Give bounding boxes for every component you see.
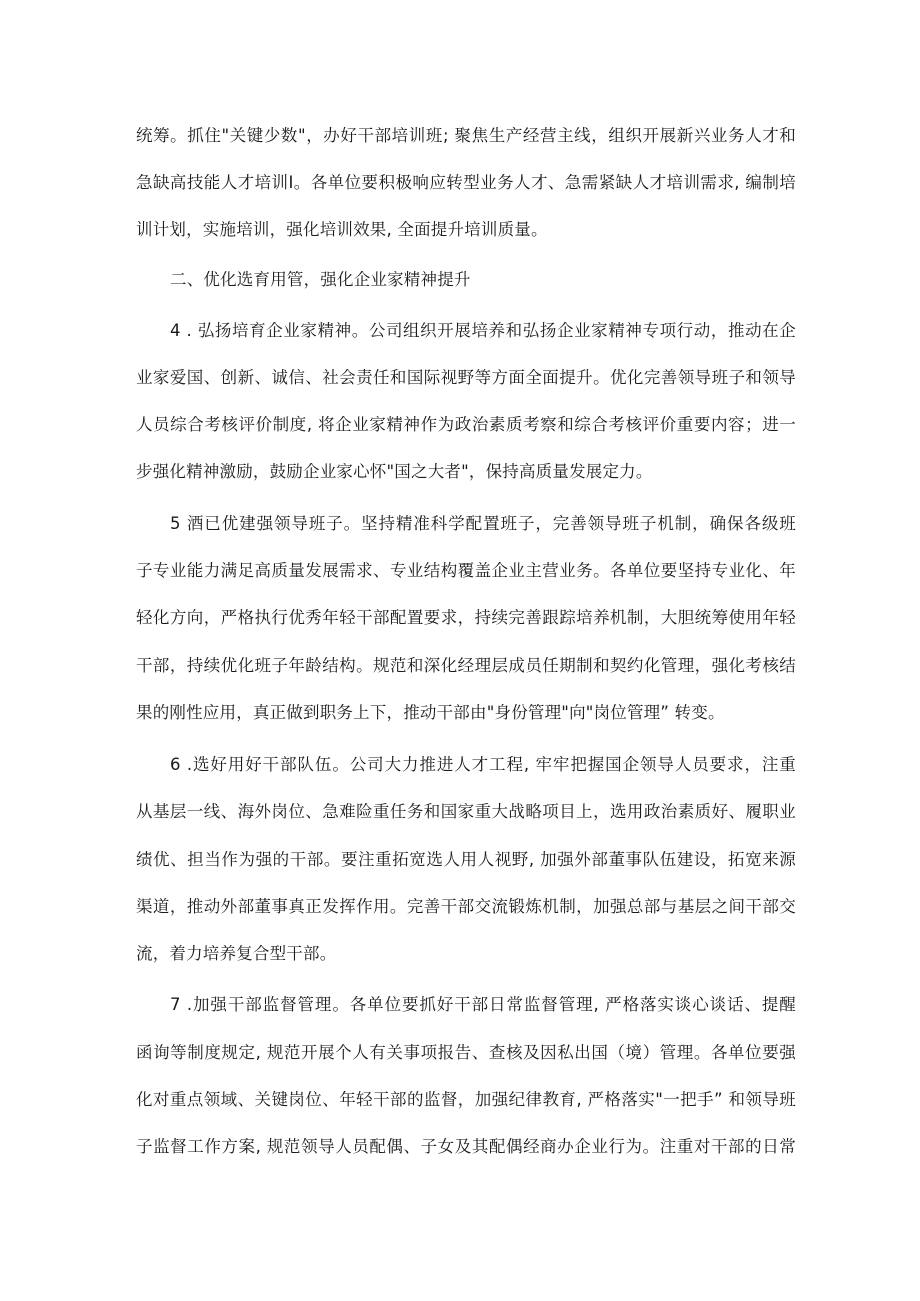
para4-line-3: 人员综合考核评价制度, 将企业家精神作为政治素质考察和综合考核评价重要内容；进一 [136,415,796,434]
para6-line-4: 渠道，推动外部董事真正发挥作用。完善干部交流锻炼机制，加强总部与基层之间干部交 [136,897,796,916]
para6-line-1: 6 .选好用好干部队伍。公司大力推进人才工程, 牢牢把握国企领导人员要求，注重 [170,755,796,774]
para1-line-3: 训计划，实施培训，强化培训效果, 全面提升培训质量。 [136,220,548,239]
para5-line-3: 轻化方向，严格执行优秀年轻干部配置要求，持续完善跟踪培养机制，大胆统筹使用年轻 [136,608,796,627]
para5-line-4: 干部，持续优化班子年龄结构。规范和深化经理层成员任期制和契约化管理，强化考核结 [136,656,796,675]
para5-line-1: 5 酒已优建强领导班子。坚持精准科学配置班子，完善领导班子机制，确保各级班 [170,514,796,533]
para1-line-2: 急缺高技能人才培训Ⅰ。各单位要积极响应转型业务人才、急需紧缺人才培训需求, 编制培 [136,173,796,192]
para6-line-2: 从基层一线、海外岗位、急难险重任务和国家重大战略项目上，选用政治素质好、履职业 [136,802,796,821]
para6-line-3: 绩优、担当作为强的干部。要注重拓宽选人用人视野, 加强外部董事队伍建设，拓宽来源 [136,850,796,869]
para7-line-4: 子监督工作方案, 规范领导人员配偶、子女及其配偶经商办企业行为。注重对干部的日常 [136,1137,796,1156]
para4-line-1: 4 . 弘扬培育企业家精神。公司组织开展培养和弘扬企业家精神专项行动，推动在企 [170,321,796,340]
para4-line-2: 业家爱国、创新、诚信、社会责任和国际视野等方面全面提升。优化完善领导班子和领导 [136,368,796,387]
para5-line-5: 果的刚性应用，真正做到职务上下，推动干部由"身份管理"向"岗位管理” 转变。 [136,703,725,722]
para7-line-1: 7 .加强干部监督管理。各单位要抓好干部日常监督管理, 严格落实谈心谈话、提醒 [170,995,796,1014]
para1-line-1: 统筹。抓住"关键少数"，办好干部培训班; 聚焦生产经营主线，组织开展新兴业务人才和 [136,126,796,145]
section-heading: 二、优化选育用管，强化企业家精神提升 [170,270,471,289]
para5-line-2: 子专业能力满足高质量发展需求、专业结构覆盖企业主营业务。各单位要坚持专业化、年 [136,561,796,580]
para6-line-5: 流，着力培养复合型干部。 [136,944,337,963]
para7-line-2: 函询等制度规定, 规范开展个人有关事项报告、查核及因私出国（境）管理。各单位要强 [136,1043,796,1062]
para7-line-3: 化对重点领域、关键岗位、年轻干部的监督，加强纪律教育, 严格落实"一把手” 和领导班 [136,1090,796,1109]
para4-line-4: 步强化精神激励，鼓励企业家心怀"国之大者"，保持高质量发展定力。 [136,462,653,481]
